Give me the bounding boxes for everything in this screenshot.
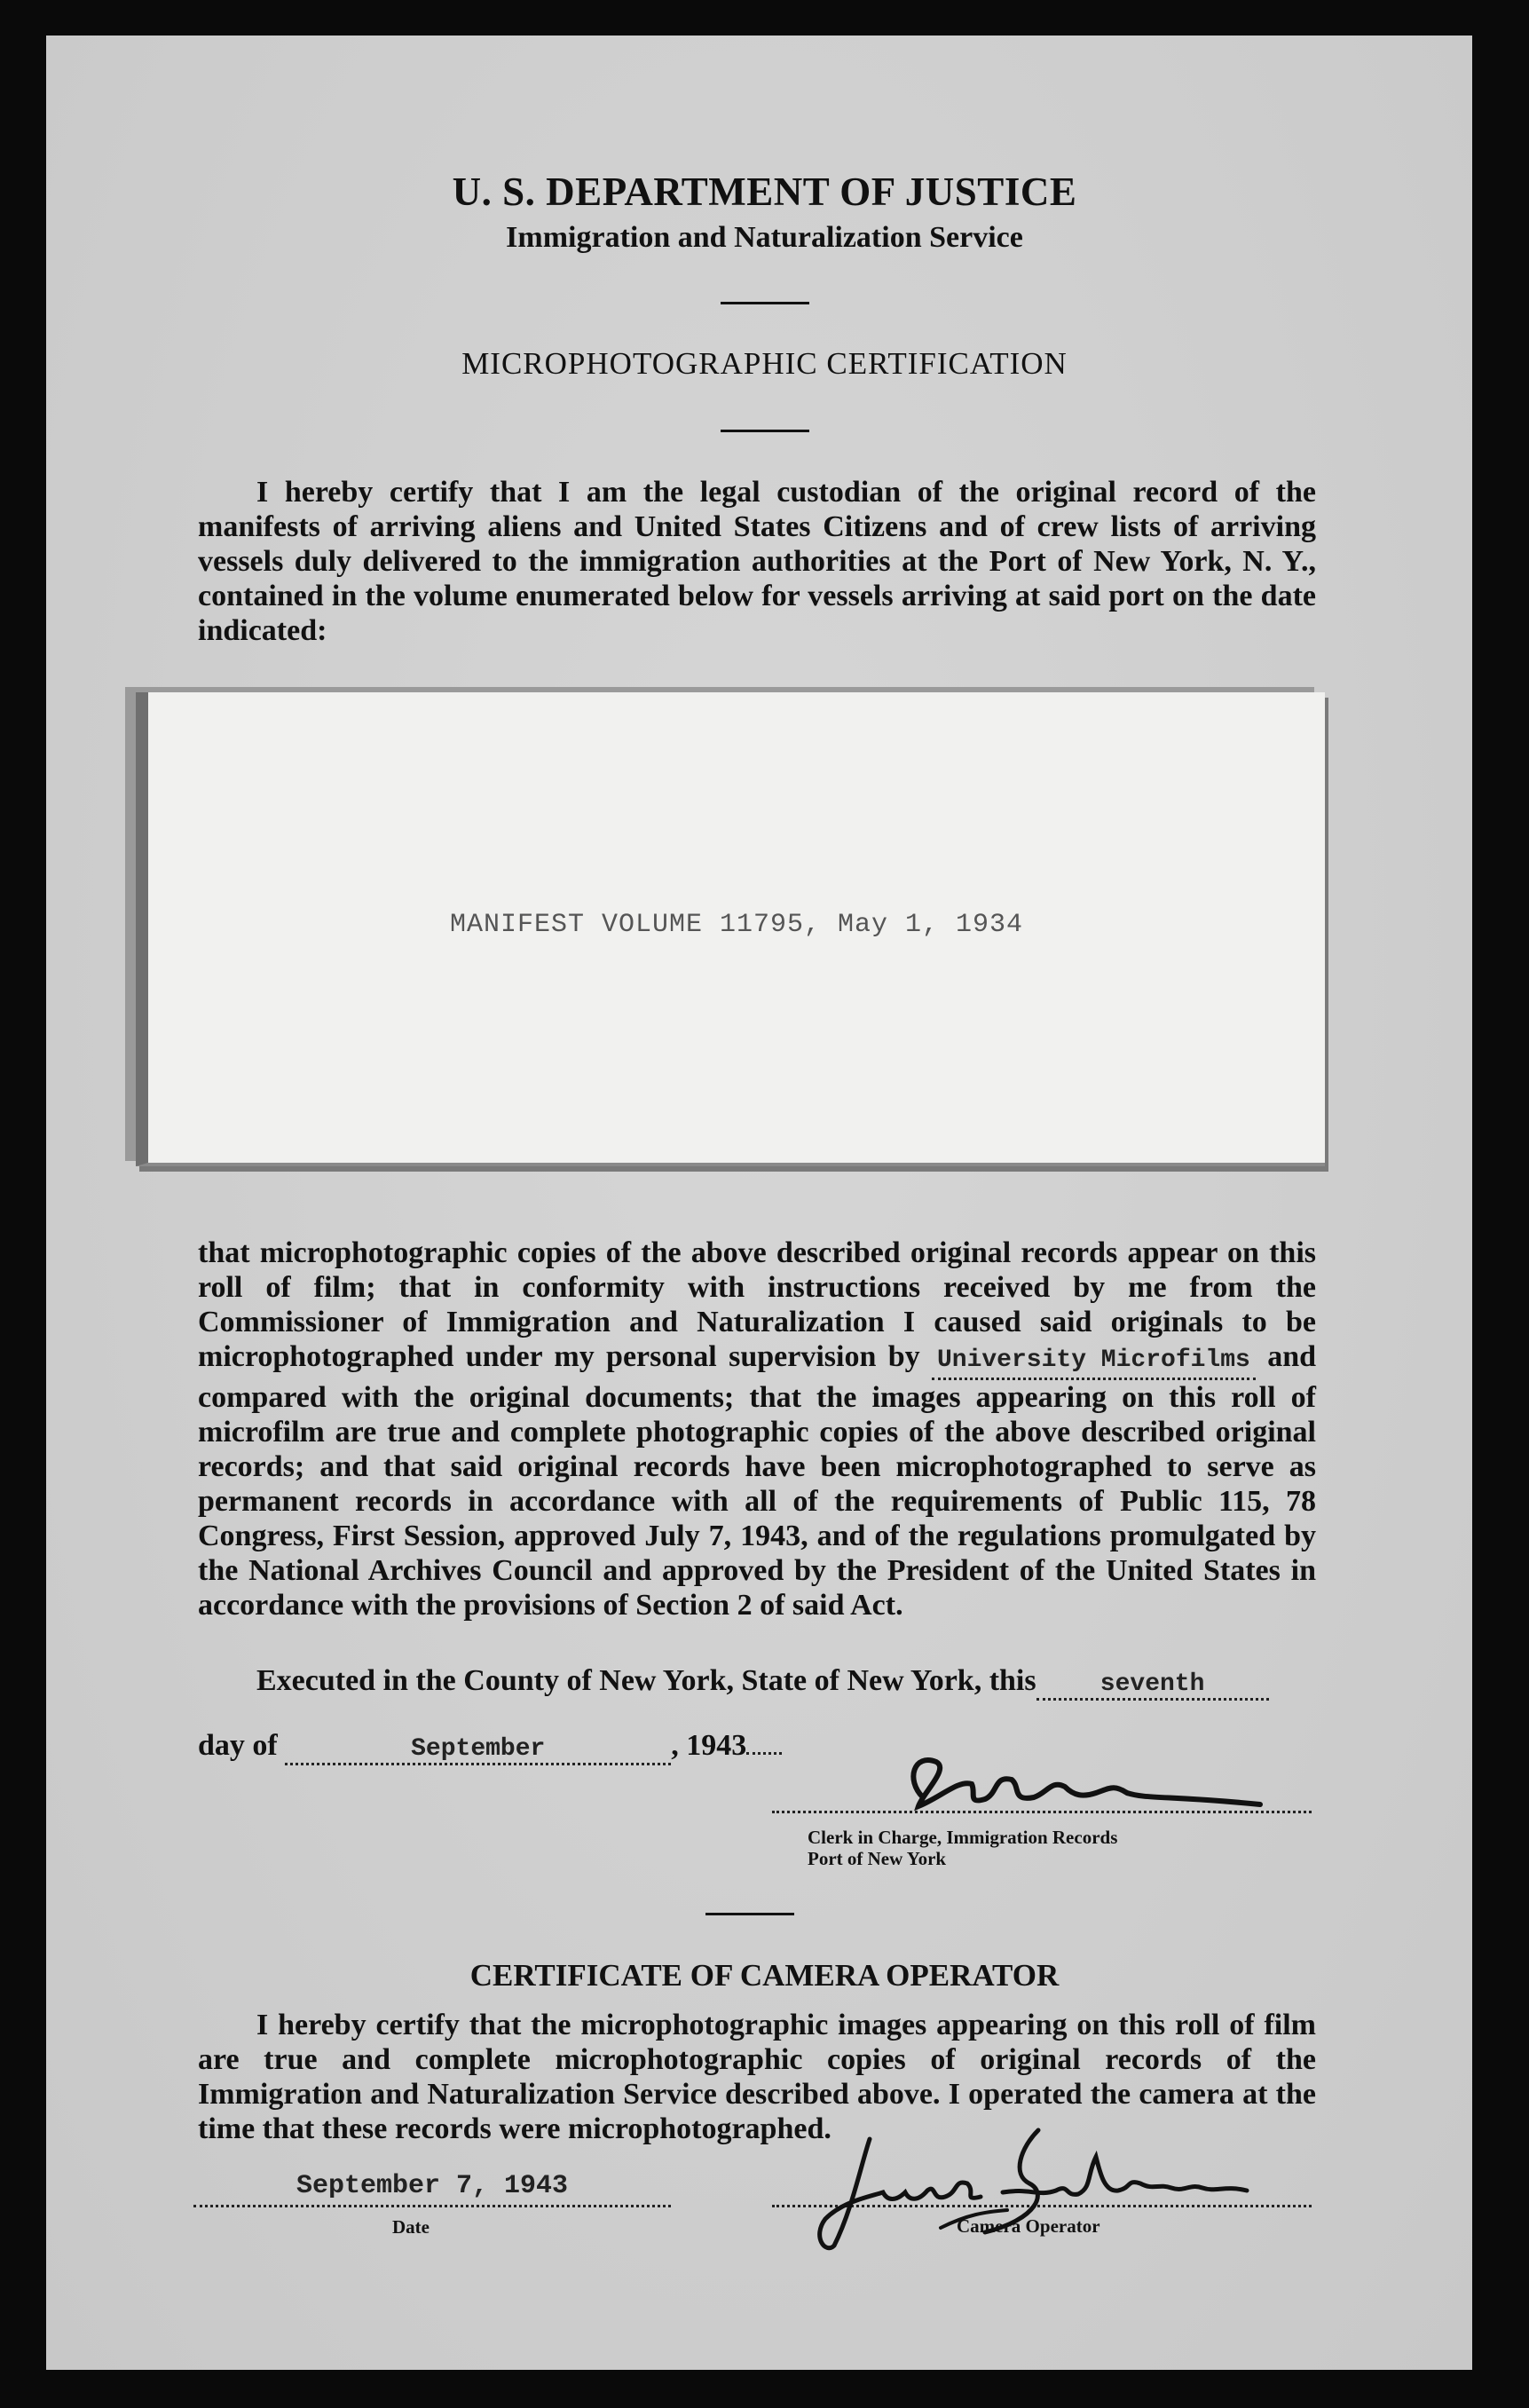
camera-operator-signature (763, 2112, 1269, 2263)
camera-date-value: September 7, 1943 (296, 2171, 569, 2201)
department-heading: U. S. DEPARTMENT OF JUSTICE (452, 170, 1077, 214)
day-field (1036, 1664, 1269, 1701)
divider-rule (705, 1913, 794, 1915)
divider-rule (721, 430, 809, 432)
photographer-field (932, 1339, 1256, 1380)
clerk-signature (887, 1744, 1269, 1824)
service-subheading: Immigration and Naturalization Service (506, 221, 1023, 254)
camera-certificate-title: CERTIFICATE OF CAMERA OPERATOR (469, 1958, 1060, 1993)
date-dotted-line (193, 2205, 671, 2207)
clerk-title-line2: Port of New York (808, 1848, 947, 1869)
month-field (285, 1729, 671, 1765)
clerk-title (808, 1827, 1117, 1869)
volume-card-text: MANIFEST VOLUME 11795, May 1, 1934 (449, 910, 1024, 940)
date-of-line (198, 1729, 782, 1765)
camera-text: I hereby certify that the microphotographic images appearing on this roll of film are true and complete microphotographic copies of original records of the Immigration and Naturalization Service described above. I operated the camera at the time that these records were microphotographed. (198, 2009, 1316, 2145)
day-of-label: day of (198, 1729, 278, 1762)
year-dots (746, 1752, 782, 1755)
form-title: MICROPHOTOGRAPHIC CERTIFICATION (461, 346, 1068, 381)
certification-opening (198, 475, 1316, 648)
divider-rule (721, 302, 809, 304)
day-value: seventh (1099, 1670, 1205, 1698)
executed-line (256, 1664, 1269, 1701)
year-text: , 1943 (671, 1729, 747, 1762)
body-text-part1: that microphotographic copies of the above described original records appear on this roll of film; that in conformity with instructions received by me from the Commissioner of Immigration and Naturalization I caused said originals to be microphotographed under my personal supervision by (198, 1236, 1316, 1373)
clerk-title-line1: Clerk in Charge, Immigration Records (808, 1827, 1118, 1848)
certification-body (198, 1236, 1316, 1622)
date-label: Date (392, 2216, 430, 2238)
executed-prefix: Executed in the County of New York, State of New York, this (256, 1664, 1036, 1697)
opening-text: I hereby certify that I am the legal custodian of the original record of the manifests of arriving aliens and United States Citizens and of crew lists of arriving vessels duly delivered to the immigration authorities at the Port of New York, N. Y., contained in the volume enumerated below for vessels arriving at said port on the date indicated: (198, 476, 1316, 647)
camera-date-field (193, 2171, 671, 2201)
month-value: September (411, 1735, 546, 1763)
volume-card (136, 692, 1325, 1166)
operator-label: Camera Operator (957, 2215, 1100, 2237)
photographer-value: University Microfilms (936, 1346, 1250, 1374)
body-text-part2: and compared with the original documents; that the images appearing on this roll of microfilm are true and complete photographic copies of the above described original records; and that said original records have been microphotographed to serve as permanent records in accordance with all of the requirements of Public 115, 78 Congress, First Session, approved July 7, 1943, and of the regulations promulgated by the National Archives Council and approved by the President of the United States in accordance with the provisions of Section 2 of said Act. (198, 1340, 1317, 1622)
